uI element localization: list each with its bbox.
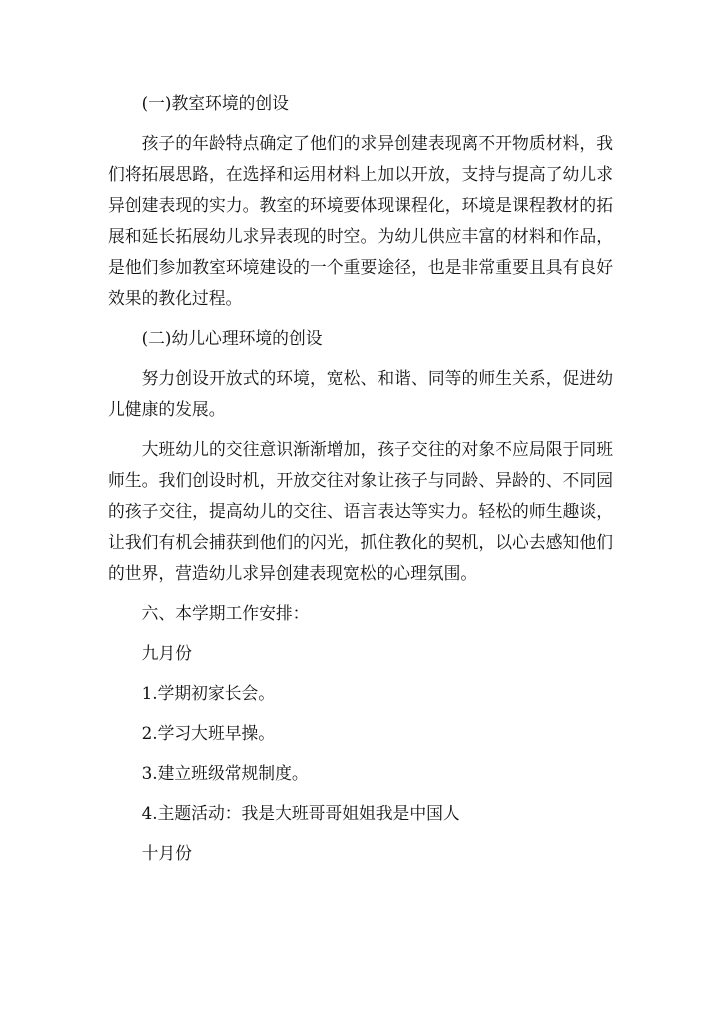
paragraph-open-environment: 努力创设开放式的环境，宽松、和谐、同等的师生关系，促进幼儿健康的发展。: [108, 368, 613, 419]
schedule-item: 1.学期初家长会。: [141, 683, 276, 703]
paragraph-social-interaction: 大班幼儿的交往意识渐渐增加，孩子交往的对象不应局限于同班师生。我们创设时机，开放交往对象让孩子与同龄、异龄的、不同园的孩子交往，提高幼儿的交往、语言表达等实力。轻松的师生趣谈，让我们有机会捕获到他们的闪光，抓住教化的契机，以心去感知他们的世界，营造幼儿求异创建表现宽松的心理氛围。: [108, 439, 613, 583]
month-october: 十月份: [141, 843, 192, 863]
schedule-heading: 六、本学期工作安排：: [141, 603, 310, 623]
document-body: [108, 88, 613, 869]
paragraph-classroom-environment: 孩子的年龄特点确定了他们的求异创建表现离不开物质材料，我们将拓展思路，在选择和运用材料上加以开放，支持与提高了幼儿求异创建表现的实力。教室的环境要体现课程化，环境是课程教材的拓展和延长拓展幼儿求异表现的时空。为幼儿供应丰富的材料和作品，是他们参加教室环境建设的一个重要途径，也是非常重要且具有良好效果的教化过程。: [108, 133, 613, 308]
schedule-item: 4.主题活动：我是大班哥哥姐姐我是中国人: [141, 803, 460, 823]
month-september: 九月份: [141, 643, 192, 663]
schedule-item: 3.建立班级常规制度。: [141, 763, 309, 783]
schedule-item: 2.学习大班早操。: [141, 723, 276, 743]
section-heading-psychological: (二)幼儿心理环境的创设: [141, 328, 323, 348]
section-heading-classroom: (一)教室环境的创设: [141, 93, 289, 113]
